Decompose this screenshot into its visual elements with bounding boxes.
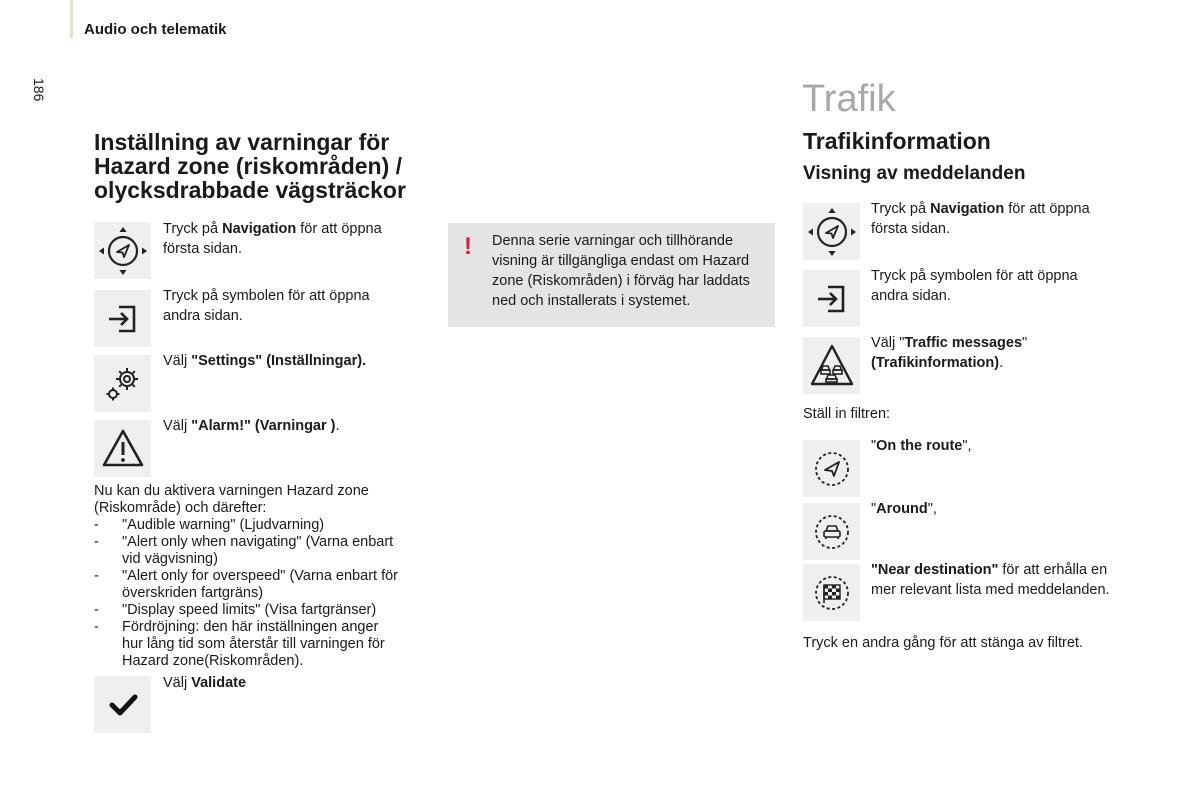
- note-text: Denna serie varningar och tillhörande visning är tillgängliga endast om Hazard zone (Riskområden) i förväg har laddats ned och installerats i systemet.: [492, 233, 750, 309]
- filter-near-destination-text: "Near destination" för att erhålla en mer relevant lista med meddelanden.: [871, 562, 1110, 598]
- list-item: - "Display speed limits" (Visa fartgränser): [94, 602, 377, 618]
- warning-triangle-icon: [94, 420, 151, 477]
- intro-line: Nu kan du aktivera varningen Hazard zone: [94, 483, 369, 499]
- list-item: - "Audible warning" (Ljudvarning): [94, 517, 325, 533]
- left-heading: [94, 130, 454, 202]
- left-step-2-text: Tryck på symbolen för att öppna andra sidan.: [163, 288, 370, 324]
- list-item: - "Alert only for overspeed" (Varna enbart för överskriden fartgräns): [94, 568, 398, 601]
- enter-page-icon: [94, 290, 151, 347]
- around-car-icon: [803, 503, 860, 560]
- right-step-3-text: Välj "Traffic messages" (Trafikinformation).: [871, 335, 1028, 371]
- info-note: [448, 223, 775, 327]
- filter-intro: Ställ in filtren:: [803, 406, 891, 422]
- checkmark-icon: [94, 676, 151, 733]
- left-heading-line: olycksdrabbade vägsträckor: [94, 177, 406, 203]
- left-step-4-text: Välj "Alarm!" (Varningar ).: [163, 418, 340, 434]
- intro-line: (Riskområde) och därefter:: [94, 500, 267, 516]
- filter-around-text: "Around",: [871, 501, 937, 517]
- settings-gears-icon: [94, 355, 151, 412]
- list-item: - Fördröjning: den här inställningen anger hur lång tid som återstår till varningen för Hazard zone(Riskområden).: [94, 619, 385, 669]
- validate-text: Välj Validate: [163, 675, 247, 691]
- right-step-1-text: Tryck på Navigation för att öppna första sidan.: [871, 201, 1090, 237]
- filter-on-route-text: "On the route",: [871, 438, 972, 454]
- on-route-icon: [803, 440, 860, 497]
- right-subheading: Visning av meddelanden: [803, 163, 1026, 184]
- exclamation-icon: !: [464, 233, 472, 260]
- section-title: Audio och telematik: [84, 21, 227, 38]
- enter-page-icon: [803, 270, 860, 327]
- page-number: 186: [31, 78, 47, 102]
- traffic-road-icon: [803, 337, 860, 394]
- left-heading-line: Hazard zone (riskområden) /: [94, 153, 403, 179]
- header-accent-bar: [70, 0, 73, 38]
- hazard-options: [94, 483, 434, 670]
- chapter-title: Trafik: [802, 78, 896, 120]
- left-heading-line: Inställning av varningar för: [94, 129, 390, 155]
- navigation-compass-icon: [94, 222, 151, 279]
- list-item: - "Alert only when navigating" (Varna enbart vid vägvisning): [94, 534, 394, 567]
- right-heading: Trafikinformation: [803, 128, 991, 154]
- navigation-compass-icon: [803, 203, 860, 260]
- left-step-3-text: Välj "Settings" (Inställningar).: [163, 353, 367, 369]
- right-step-2-text: Tryck på symbolen för att öppna andra sidan.: [871, 268, 1078, 304]
- closing-text: Tryck en andra gång för att stänga av filtret.: [803, 635, 1083, 651]
- destination-flag-icon: [803, 564, 860, 621]
- left-step-1-text: Tryck på Navigation för att öppna första sidan.: [163, 221, 382, 257]
